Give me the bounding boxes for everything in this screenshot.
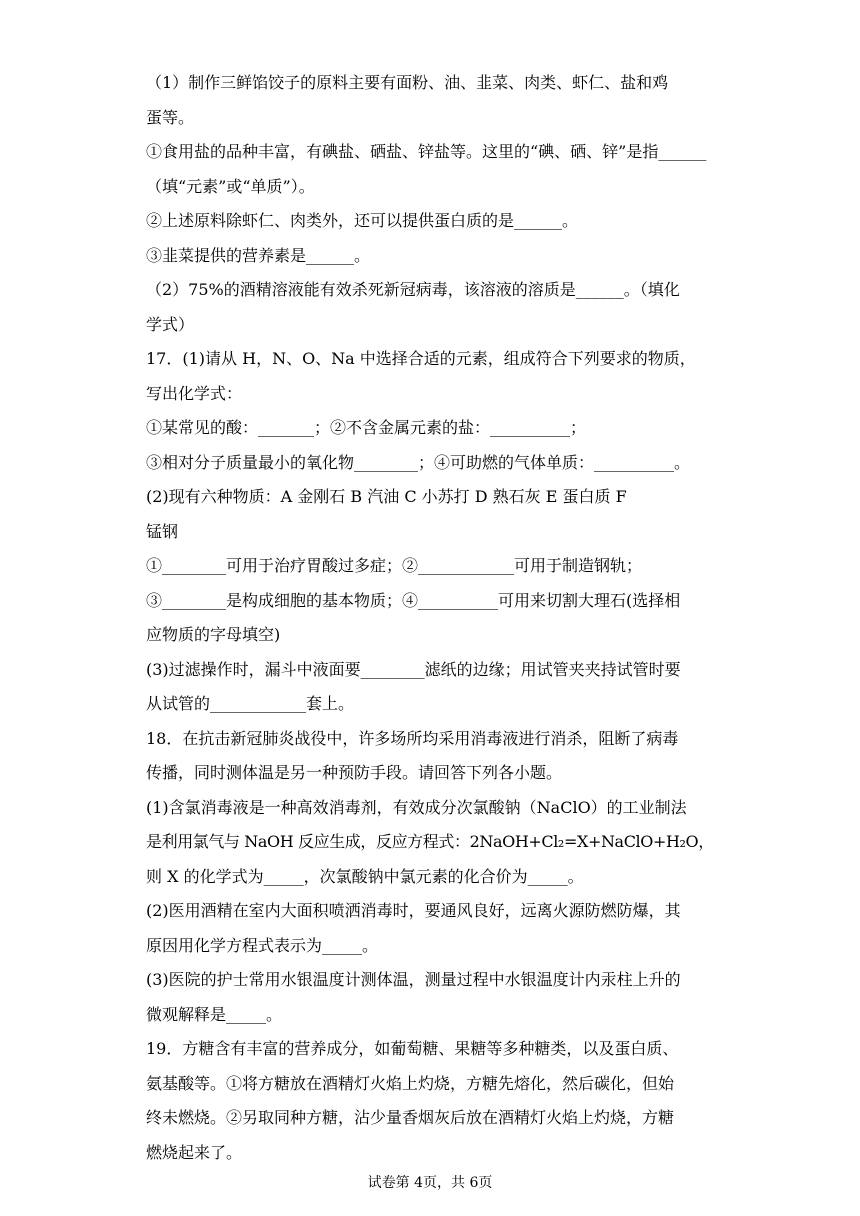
text-line: （填“元素”或“单质”）。 [146,176,315,196]
text-line: ①某常见的酸：_______；②不含金属元素的盐：__________； [146,418,587,437]
text-line: （1）制作三鲜馅饺子的原料主要有面粉、油、韭菜、肉类、虾仁、盐和鸡 [146,73,669,92]
text-line: ③________是构成细胞的基本物质；④__________可用来切割大理石(选择相 [146,590,681,610]
text-line: 燃烧起来了。 [146,1142,243,1162]
text-line: 应物质的字母填空) [146,625,281,644]
text-line: (3)过滤操作时，漏斗中液面要________滤纸的边缘；用试管夹夹持试管时要 [146,659,681,679]
text-line: 写出化学式： [146,383,243,403]
text-line: 微观解释是_____。 [146,1004,283,1024]
text-line: ③相对分子质量最小的氧化物________；④可助燃的气体单质：__________。 [146,452,691,472]
text-line: 则 X 的化学式为_____，次氯酸钠中氯元素的化合价为_____。 [146,866,584,886]
text-line: （2）75%的酒精溶液能有效杀死新冠病毒，该溶液的溶质是______。（填化 [146,280,680,299]
text-line: 传播，同时测体温是另一种预防手段。请回答下列各小题。 [146,763,563,782]
text-line: (3)医院的护士常用水银温度计测体温，测量过程中水银温度计内汞柱上升的 [146,970,681,989]
text-line: ③韭菜提供的营养素是______。 [146,245,371,265]
text-line: 蛋等。 [146,107,195,127]
text-line: ②上述原料除虾仁、肉类外，还可以提供蛋白质的是______。 [146,211,579,230]
text-line: ①________可用于治疗胃酸过多症；②____________可用于制造钢轨； [146,556,643,575]
text-line: 锰钢 [146,521,179,541]
text-line: 从试管的____________套上。 [146,694,355,713]
text-line: (2)现有六种物质：A 金刚石 B 汽油 C 小苏打 D 熟石灰 E 蛋白质 F [146,487,627,506]
text-line: 终未燃烧。②另取同种方糖，沾少量香烟灰后放在酒精灯火焰上灼烧，方糖 [146,1108,675,1127]
page-footer: 试卷第 4页，共 6页 [367,1175,493,1191]
text-line: 17．(1)请从 H，N、O、Na 中选择合适的元素，组成符合下列要求的物质， [146,349,696,368]
text-line: 是利用氯气与 NaOH 反应生成，反应方程式：2NaOH+Cl₂=X+NaClO+H₂O， [146,832,714,851]
text-line: 18．在抗击新冠肺炎战役中，许多场所均采用消毒液进行消杀，阻断了病毒 [146,728,679,748]
text-line: (2)医用酒精在室内大面积喷洒消毒时，要通风良好，远离火源防燃防爆，其 [146,901,681,920]
text-line: 19．方糖含有丰富的营养成分，如葡萄糖、果糖等多种糖类，以及蛋白质、 [146,1039,679,1058]
text-line: 学式） [146,314,195,334]
text-line: ①食用盐的品种丰富，有碘盐、硒盐、锌盐等。这里的“碘、硒、锌”是指______ [146,142,707,161]
text-line: 氨基酸等。①将方糖放在酒精灯火焰上灼烧，方糖先熔化，然后碳化，但始 [146,1073,675,1093]
exam-page-content [146,66,716,1170]
text-line: 原因用化学方程式表示为_____。 [146,935,379,955]
text-line: (1)含氯消毒液是一种高效消毒剂，有效成分次氯酸钠（NaClO）的工业制法 [146,797,687,817]
